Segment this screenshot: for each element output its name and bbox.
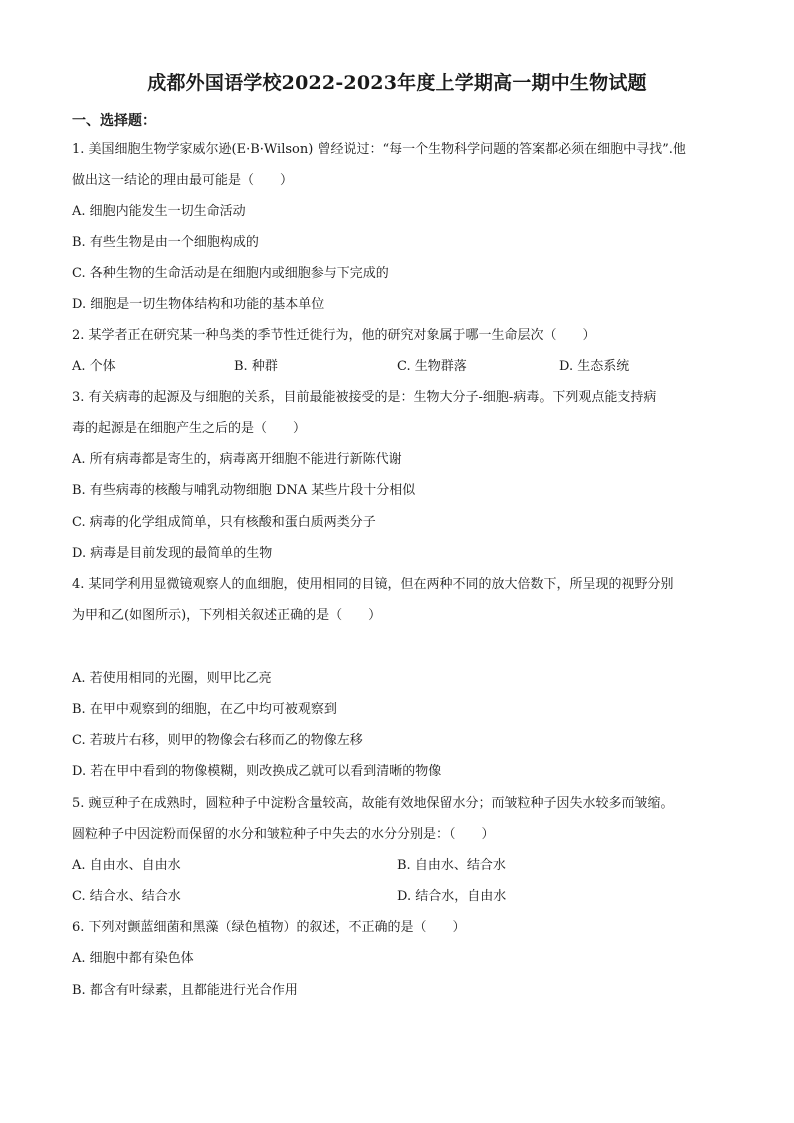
q1-option-b: B. 有些生物是由一个细胞构成的 <box>72 235 259 250</box>
q2-option-b: B. 种群 <box>234 359 278 374</box>
q5-stem-line2: 圆粒种子中因淀粉而保留的水分和皱粒种子中失去的水分分别是：（ ） <box>72 827 495 842</box>
q2-stem-line1: 2. 某学者正在研究某一种鸟类的季节性迁徙行为，他的研究对象属于哪一生命层次（ ） <box>72 328 596 343</box>
q6-option-a: A. 细胞中都有染色体 <box>72 951 194 966</box>
q1-stem-line2: 做出这一结论的理由最可能是（ ） <box>72 173 294 188</box>
q4-option-b: B. 在甲中观察到的细胞，在乙中均可被观察到 <box>72 702 337 717</box>
q3-option-d: D. 病毒是目前发现的最简单的生物 <box>72 546 273 561</box>
q3-option-c: C. 病毒的化学组成简单，只有核酸和蛋白质两类分子 <box>72 515 376 530</box>
section-heading: 一、选择题： <box>72 113 156 129</box>
q5-option-a: A. 自由水、自由水 <box>72 858 181 873</box>
q3-option-a: A. 所有病毒都是寄生的，病毒离开细胞不能进行新陈代谢 <box>72 452 402 467</box>
q3-stem-line1: 3. 有关病毒的起源及与细胞的关系，目前最能被接受的是：生物大分子-细胞-病毒。下列观点能支持病 <box>72 390 657 405</box>
page-title: 成都外国语学校2022-2023年度上学期高一期中生物试题 <box>147 72 647 94</box>
q4-stem-line2: 为甲和乙(如图所示)，下列相关叙述正确的是（ ） <box>72 608 382 623</box>
q6-option-b: B. 都含有叶绿素，且都能进行光合作用 <box>72 983 298 998</box>
q4-option-d: D. 若在甲中看到的物像模糊，则改换成乙就可以看到清晰的物像 <box>72 764 442 779</box>
q2-option-c: C. 生物群落 <box>397 359 467 374</box>
q5-stem-line1: 5. 豌豆种子在成熟时，圆粒种子中淀粉含量较高，故能有效地保留水分；而皱粒种子因失水较多而皱缩。 <box>72 796 674 811</box>
q1-option-c: C. 各种生物的生命活动是在细胞内或细胞参与下完成的 <box>72 266 389 281</box>
q4-option-a: A. 若使用相同的光圈，则甲比乙亮 <box>72 671 272 686</box>
q3-stem-line2: 毒的起源是在细胞产生之后的是（ ） <box>72 421 307 436</box>
q5-option-d: D. 结合水，自由水 <box>397 889 507 904</box>
q1-stem-line1: 1. 美国细胞生物学家威尔逊(E·B·Wilson) 曾经说过：“每一个生物科学问题的答案都必须在细胞中寻找”.他 <box>72 142 686 157</box>
q4-figure-area <box>72 640 722 670</box>
q6-stem-line1: 6. 下列对颤蓝细菌和黑藻（绿色植物）的叙述，不正确的是（ ） <box>72 920 466 935</box>
q4-option-c: C. 若玻片右移，则甲的物像会右移而乙的物像左移 <box>72 733 363 748</box>
q1-option-d: D. 细胞是一切生物体结构和功能的基本单位 <box>72 297 325 312</box>
q2-option-d: D. 生态系统 <box>559 359 630 374</box>
q5-option-c: C. 结合水、结合水 <box>72 889 181 904</box>
q2-option-a: A. 个体 <box>72 359 116 374</box>
q4-stem-line1: 4. 某同学利用显微镜观察人的血细胞，使用相同的目镜，但在两种不同的放大倍数下，所呈现的视野分别 <box>72 577 674 592</box>
q5-option-b: B. 自由水、结合水 <box>397 858 506 873</box>
q3-option-b: B. 有些病毒的核酸与哺乳动物细胞 DNA 某些片段十分相似 <box>72 483 416 498</box>
q1-option-a: A. 细胞内能发生一切生命活动 <box>72 204 246 219</box>
